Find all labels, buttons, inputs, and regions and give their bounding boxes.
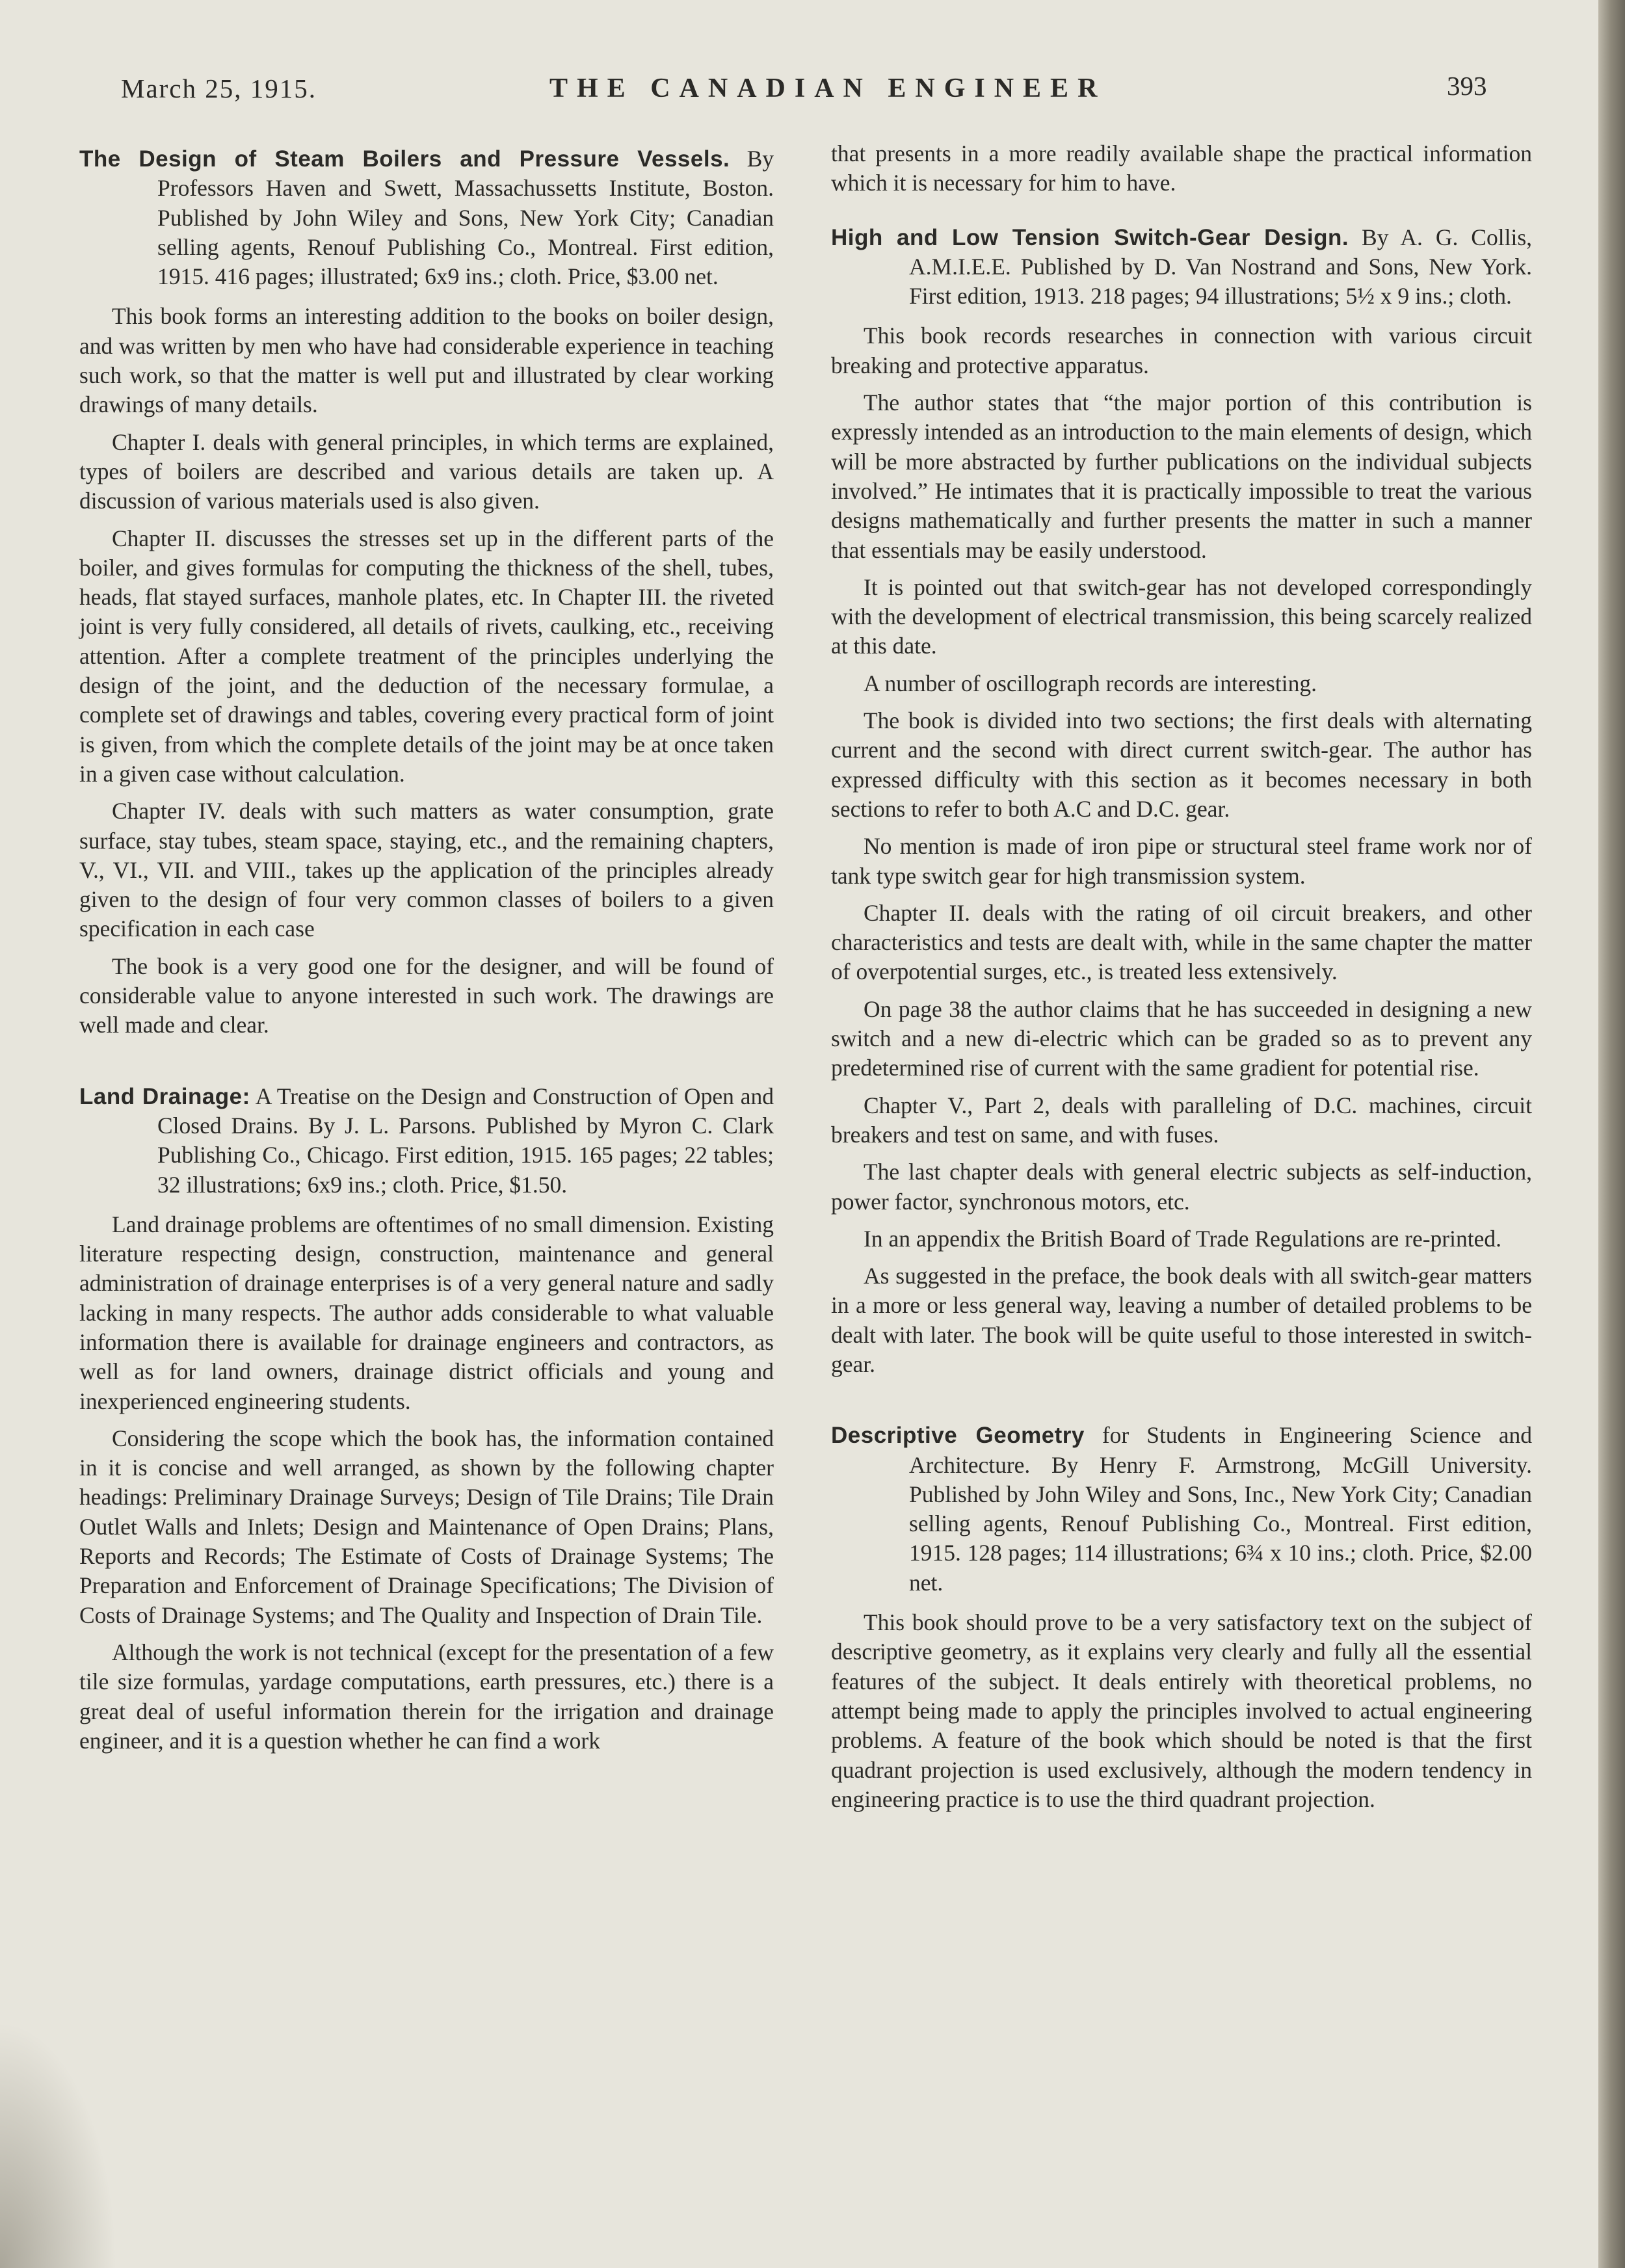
review-paragraph: As suggested in the preface, the book deals with all switch-gear matters in a more or less general way, leaving a number of detailed problems to be dealt with later. The book will be quite useful to those interested in switch-gear. xyxy=(831,1263,1532,1377)
review-paragraph: The book is a very good one for the designer, and will be found of considerable value to anyone interested in such work. The drawings are well made and clear. xyxy=(79,953,774,1038)
review-title: High and Low Tension Switch-Gear Design. xyxy=(831,224,1349,250)
review-paragraph: This book should prove to be a very satisfactory text on the subject of descriptive geometry, as it explains very clearly and fully all the essential features of the subject. It deals entirely with theoretical problems, no attempt being made to apply the principles involved to actual engineering problems. A feature of the book which should be noted is that the first quadrant projection is used exclusively, although the modern tendency in engineering practice is to use the third quadrant projection. xyxy=(831,1609,1532,1812)
review-paragraph: Chapter I. deals with general principles, in which terms are explained, types of boilers are described and various details are taken up. A discussion of various materials used is also given. xyxy=(79,429,774,514)
review-paragraph: Considering the scope which the book has, the information contained in it is concise and well arranged, as shown by the following chapter headings: Preliminary Drainage Surveys; Design of Tile Drains; Tile Drain Outlet Walls and Inlets; Design and Maintenance of Open Drains; Plans, Reports and Records; The Estimate of Costs of Drainage Systems; The Preparation and Enforcement of Drainage Specifications; The Division of Costs of Drainage Systems; and The Quality and Inspection of Drain Tile. xyxy=(79,1425,774,1628)
review-paragraph: No mention is made of iron pipe or structural steel frame work nor of tank type switch gear for high transmission system. xyxy=(831,833,1532,889)
continued-paragraph: that presents in a more readily available shape the practical information which it is necessary for him to have. xyxy=(831,140,1532,196)
review-descriptive-geometry xyxy=(831,1421,1532,1814)
running-header xyxy=(0,73,1606,112)
section-gap xyxy=(79,1048,774,1082)
review-paragraph: Chapter V., Part 2, deals with paralleling of D.C. machines, circuit breakers and test on same, and with fuses. xyxy=(831,1092,1532,1148)
review-heading xyxy=(79,1082,774,1200)
review-paragraph: The book is divided into two sections; the first deals with alternating current and the second with direct current switch-gear. The author has expressed difficulty with this section as it becomes necessary in both sections to refer to both A.C and D.C. gear. xyxy=(831,707,1532,822)
review-paragraph: Land drainage problems are oftentimes of no small dimension. Existing literature respecting design, construction, maintenance and general administration of drainage enterprises is of a very general nature and sadly lacking in many respects. The author adds considerable to what valuable information there is available for drainage engineers and contractors, as well as for land owners, drainage district officials and young and inexperienced engineering students. xyxy=(79,1211,774,1414)
section-gap xyxy=(831,1387,1532,1421)
review-paragraph: Chapter IV. deals with such matters as water consumption, grate surface, stay tubes, steam space, staying, etc., and the remaining chapters, V., VI., VII. and VIII., takes up the application of the principles already given to the design of four very common classes of boilers to a given specification in each case xyxy=(79,798,774,942)
review-paragraph: This book forms an interesting addition to the books on boiler design, and was written by men who have had considerable experience in teaching such work, so that the matter is well put and illustrated by clear working drawings of many details. xyxy=(79,303,774,418)
review-paragraph: On page 38 the author claims that he has succeeded in designing a new switch and a new di-electric which can be graded so as to prevent any predetermined rise of current with the same gradient for potential rise. xyxy=(831,996,1532,1081)
review-details: By A. G. Collis, A.M.I.E.E. Published by D. Van Nostrand and Sons, New York. First edition, 1913. 218 pages; 94 illustrations; 5½ x 9 ins.; cloth. xyxy=(909,224,1533,310)
issue-date: March 25, 1915. xyxy=(121,73,317,103)
review-title: Descriptive Geometry xyxy=(831,1423,1085,1449)
page-shadow xyxy=(0,2021,117,2268)
review-switch-gear xyxy=(831,223,1532,1380)
review-title: Land Drainage: xyxy=(79,1083,250,1109)
review-title: The Design of Steam Boilers and Pressure Vessels. xyxy=(79,146,730,172)
review-heading xyxy=(79,144,774,291)
review-paragraph: Chapter II. discusses the stresses set up in the different parts of the boiler, and gives formulas for computing the thickness of the shell, tubes, heads, flat stayed surfaces, manhole plates, etc. In Chapter III. the riveted joint is very fully considered, all details of rivets, caulking, etc., receiving attention. After a complete treatment of the principles underlying the design of the joint, and the deduction of the necessary formulae, a complete set of drawings and tables, covering every practical form of joint is given, from which the complete details of the joint may be at once taken in a given case without calculation. xyxy=(79,525,774,787)
review-details: By Professors Haven and Swett, Massachussetts Institute, Boston. Published by John Wiley and Sons, New York City; Canadian selling agents, Renouf Publishing Co., Montreal. First edition, 1915. 416 pages; illustrated; 6x9 ins.; cloth. Price, $3.00 net. xyxy=(157,146,774,290)
review-heading xyxy=(831,223,1532,311)
review-heading xyxy=(831,1421,1532,1598)
journal-title: THE CANADIAN ENGINEER xyxy=(549,73,1107,103)
review-paragraph: In an appendix the British Board of Trade Regulations are re-printed. xyxy=(864,1225,1501,1252)
review-paragraph: The last chapter deals with general electric subjects as self-induction, power factor, synchronous motors, etc. xyxy=(831,1159,1532,1215)
review-paragraph: A number of oscillograph records are interesting. xyxy=(864,670,1317,696)
review-land-drainage xyxy=(79,1082,774,1756)
review-steam-boilers xyxy=(79,144,774,1040)
page-number: 393 xyxy=(1447,71,1487,101)
right-column xyxy=(831,139,1532,1822)
review-details: A Treatise on the Design and Construction of Open and Closed Drains. By J. L. Parsons. Published by Myron C. Clark Publishing Co., Chicago. First edition, 1915. 165 pages; 22 tables; 32 illustrations; 6x9 ins.; cloth. Price, $1.50. xyxy=(157,1083,774,1198)
review-paragraph: Chapter II. deals with the rating of oil circuit breakers, and other characteristics and tests are dealt with, while in the same chapter the matter of overpotential surges, etc., is treated less extensively. xyxy=(831,899,1532,985)
page-edge xyxy=(1598,0,1625,2268)
review-paragraph: It is pointed out that switch-gear has not developed correspondingly with the development of electrical transmission, this being scarcely realized at this date. xyxy=(831,574,1532,659)
left-column xyxy=(79,144,774,1763)
review-paragraph: This book records researches in connection with various circuit breaking and protective apparatus. xyxy=(831,323,1532,378)
review-paragraph: Although the work is not technical (except for the presentation of a few tile size formulas, yardage computations, earth pressures, etc.) there is a great deal of useful information therein for the irrigation and drainage engineer, and it is a question whether he can find a work xyxy=(79,1639,774,1754)
review-details: for Students in Engineering Science and Architecture. By Henry F. Armstrong, McGill University. Published by John Wiley and Sons, Inc., New York City; Canadian selling agents, Renouf Publishing Co., Montreal. First edition, 1915. 128 pages; 114 illustrations; 6¾ x 10 ins.; cloth. Price, $2.00 net. xyxy=(909,1422,1533,1596)
review-paragraph: The author states that “the major portion of this contribution is expressly intended as an introduction to the main elements of design, which will be more abstracted by further publications on the individual subjects involved.” He intimates that it is practically impossible to treat the various designs mathematically and further presents the matter in such a manner that essentials may be easily understood. xyxy=(831,389,1532,563)
